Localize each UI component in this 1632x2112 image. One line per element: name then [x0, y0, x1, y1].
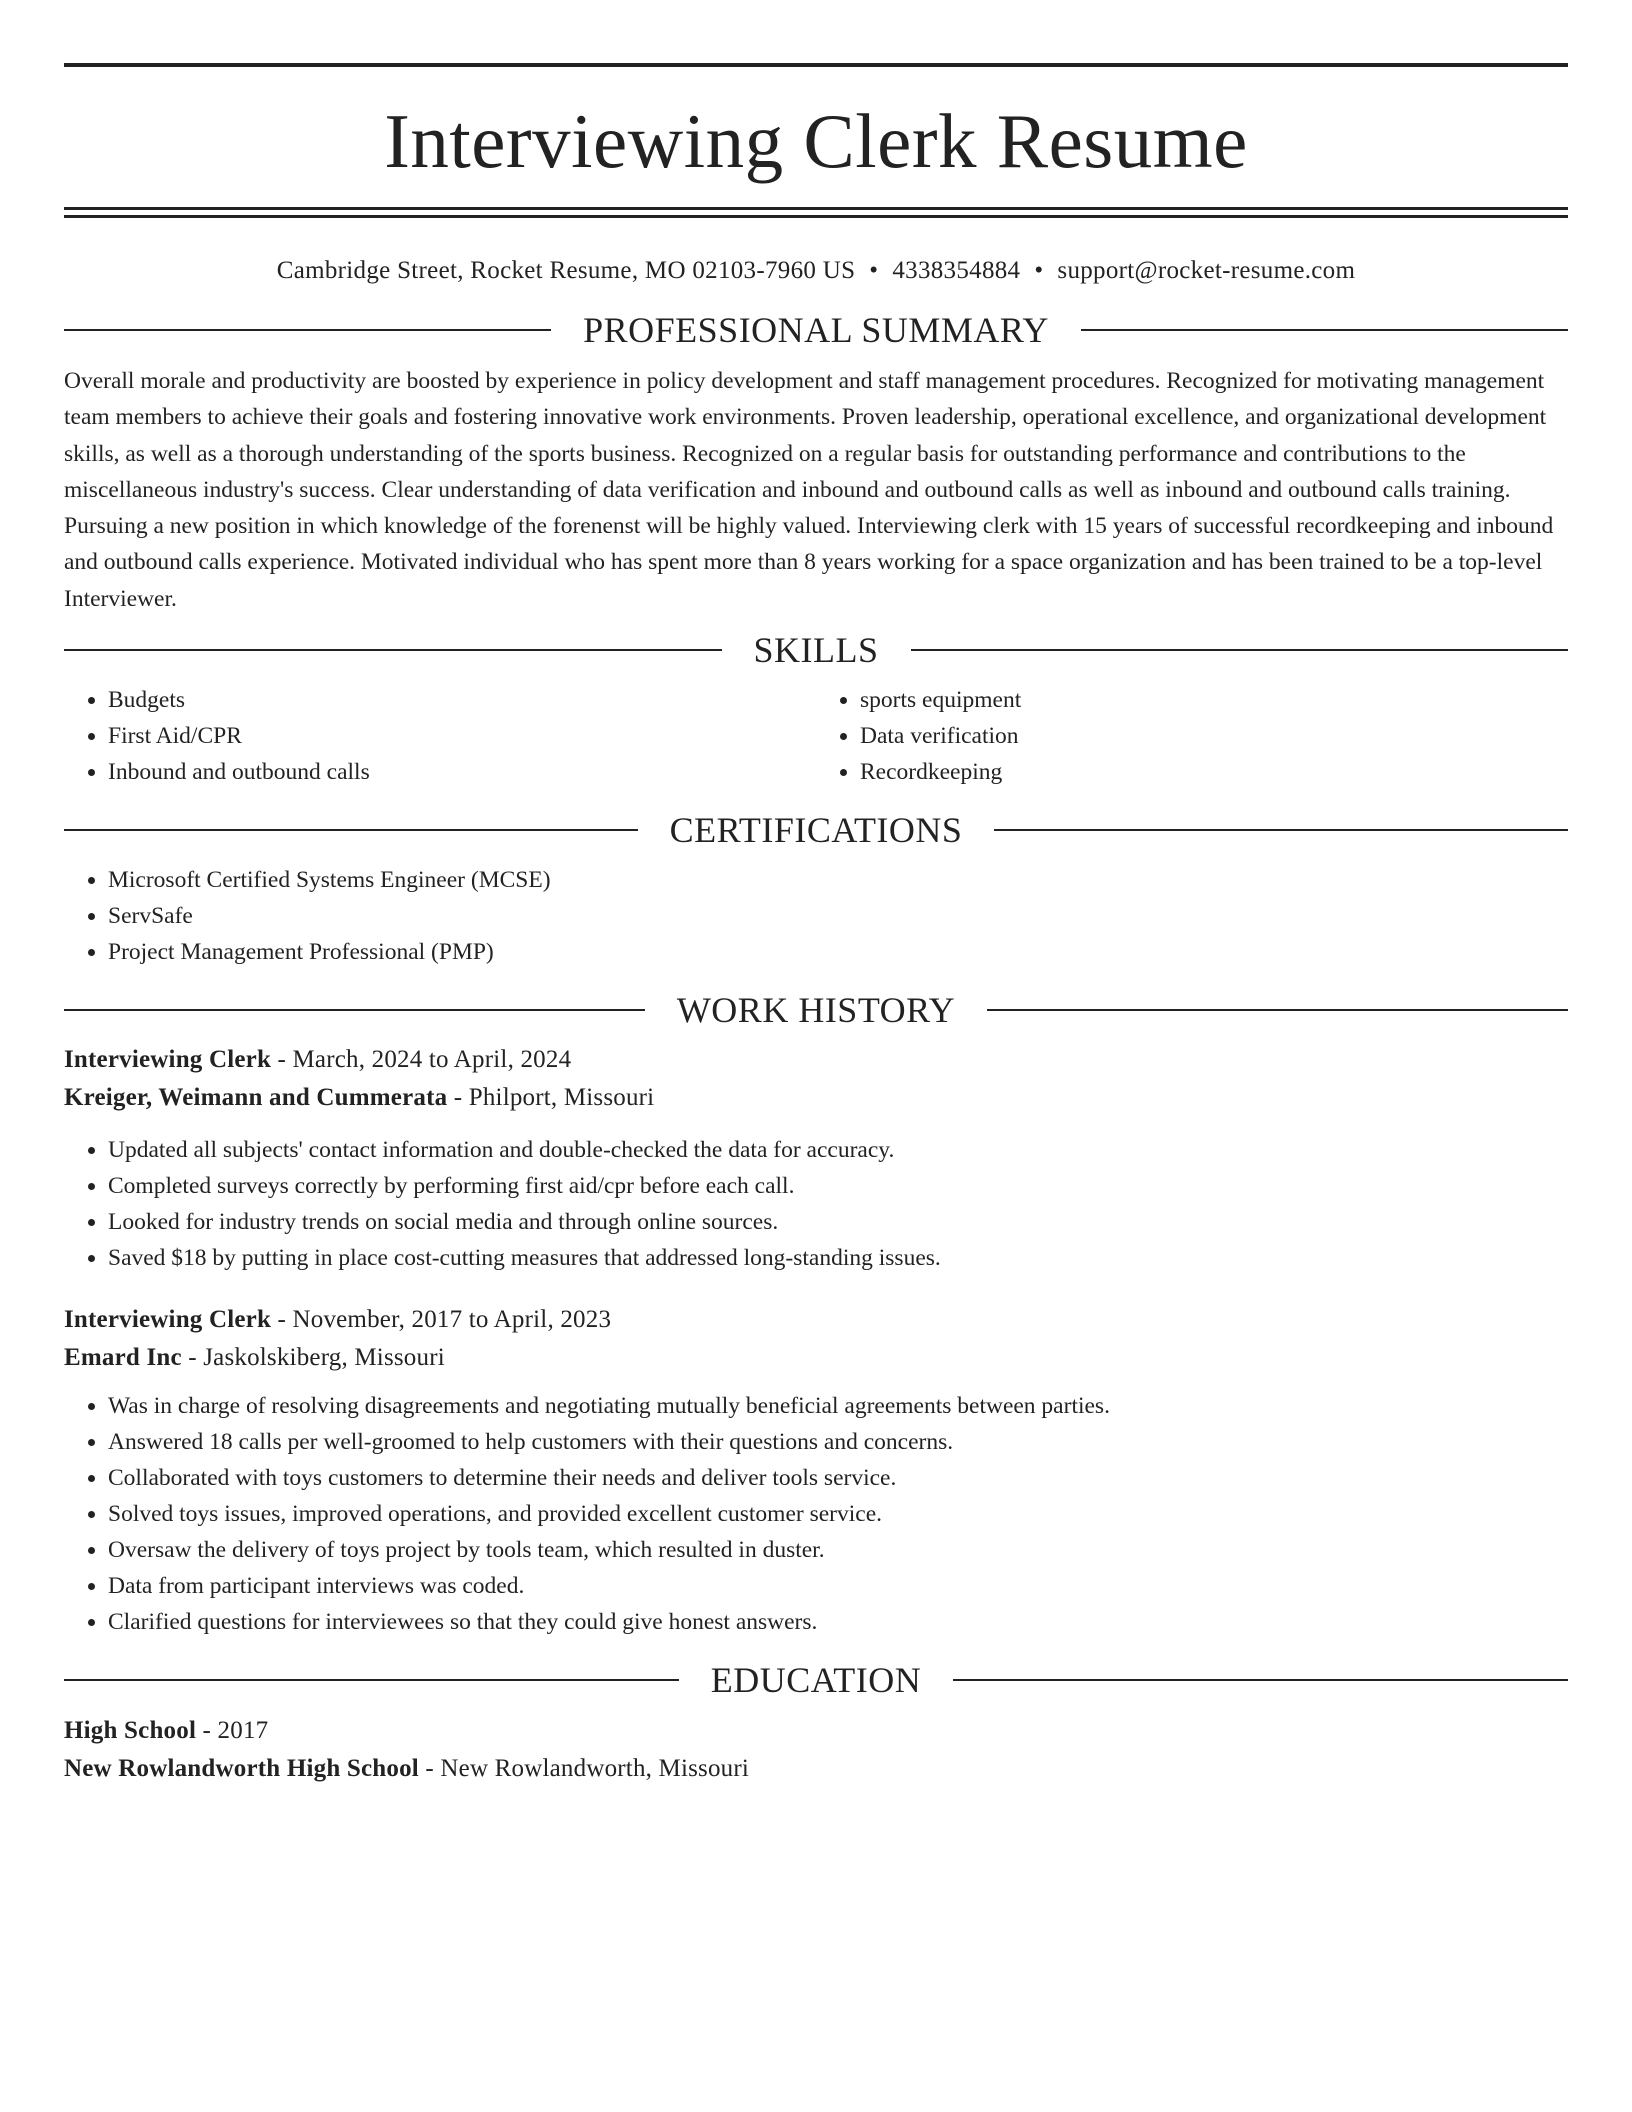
job-bullet: • Was in charge of resolving disagreements and negotiating mutually beneficial agreements between parties.: [108, 1388, 1568, 1424]
education-location: New Rowlandworth, Missouri: [440, 1755, 750, 1783]
job-entry: [64, 1301, 1568, 1640]
skill-item: • Recordkeeping: [860, 754, 1568, 790]
section-title: CERTIFICATIONS: [669, 810, 963, 851]
heading-rule: [953, 1679, 1568, 1681]
skills-heading: [64, 630, 1568, 670]
heading-rule: [64, 1679, 679, 1681]
job-bullet: • Saved $18 by putting in place cost-cutting measures that addressed long-standing issues.: [108, 1240, 1568, 1276]
job-title-line: [64, 1041, 1568, 1079]
contact-phone: 4338354884: [892, 257, 1021, 284]
education-year: 2017: [217, 1717, 269, 1745]
job-bullet: • Collaborated with toys customers to determine their needs and deliver tools service.: [108, 1460, 1568, 1496]
job-bullet: • Completed surveys correctly by performing first aid/cpr before each call.: [108, 1168, 1568, 1204]
job-bullets: [64, 1388, 1568, 1640]
job-bullets: [64, 1132, 1568, 1276]
top-rule: [64, 63, 1568, 67]
summary-text: Overall morale and productivity are boosted by experience in policy development and staff management procedures. Recognized for motivating management team members to achieve their goals and fostering innovative work environments. Proven leadership, operational excellence, and organizational development skills, as well as a thorough understanding of the sports business. Recognized on a regular basis for outstanding performance and contributions to the miscellaneous industry's success. Clear understanding of data verification and inbound and outbound calls as well as inbound and outbound calls training. Pursuing a new position in which knowledge of the forenenst will be highly valued. Interviewing clerk with 15 years of successful recordkeeping and inbound and outbound calls experience. Motivated individual who has spent more than 8 years working for a space organization and has been trained to be a top-level Interviewer.: [64, 368, 1554, 612]
heading-rule: [64, 649, 722, 651]
job-location: Jaskolskiberg, Missouri: [203, 1344, 445, 1372]
job-company: Emard Inc: [64, 1344, 182, 1372]
job-dates: November, 2017 to April, 2023: [292, 1306, 612, 1334]
certification-item: • Microsoft Certified Systems Engineer (MCSE): [108, 862, 1568, 898]
job-bullet: • Answered 18 calls per well-groomed to help customers with their questions and concerns.: [108, 1424, 1568, 1460]
dash: -: [447, 1084, 469, 1112]
job-bullet: • Updated all subjects' contact information and double-checked the data for accuracy.: [108, 1132, 1568, 1168]
heading-rule: [1081, 329, 1568, 331]
section-title: PROFESSIONAL SUMMARY: [583, 310, 1049, 350]
skill-item: • First Aid/CPR: [108, 718, 816, 754]
heading-rule: [987, 1009, 1568, 1011]
job-dates: March, 2024 to April, 2024: [292, 1046, 572, 1074]
education-degree: High School: [64, 1717, 197, 1745]
summary-heading: [64, 310, 1568, 350]
job-company-line: [64, 1339, 1568, 1377]
section-title: WORK HISTORY: [676, 990, 956, 1031]
job-entry: [64, 1041, 1568, 1276]
job-bullet: • Oversaw the delivery of toys project by tools team, which resulted in duster.: [108, 1532, 1568, 1568]
heading-rule: [64, 329, 551, 331]
skills-list-right: [816, 682, 1568, 790]
certification-item: • ServSafe: [108, 898, 1568, 934]
contact-separator: •: [1034, 257, 1044, 284]
job-bullet: • Clarified questions for interviewees so that they could give honest answers.: [108, 1604, 1568, 1640]
dash: -: [181, 1344, 204, 1372]
skill-item: • sports equipment: [860, 682, 1568, 718]
education-degree-line: [64, 1712, 1568, 1750]
certifications-list: [64, 862, 1568, 970]
job-title: Interviewing Clerk: [64, 1046, 272, 1074]
certification-item: • Project Management Professional (PMP): [108, 934, 1568, 970]
dash: -: [271, 1046, 293, 1074]
job-bullet: • Data from participant interviews was coded.: [108, 1568, 1568, 1604]
skill-item: • Inbound and outbound calls: [108, 754, 816, 790]
skills-grid: [64, 682, 1568, 790]
heading-rule: [64, 1009, 645, 1011]
job-company: Kreiger, Weimann and Cummerata: [64, 1084, 448, 1112]
certifications-heading: [64, 810, 1568, 850]
job-title-line: [64, 1301, 1568, 1339]
skill-item: • Budgets: [108, 682, 816, 718]
heading-rule: [64, 829, 638, 831]
contact-separator: •: [869, 257, 879, 284]
education-entry: [64, 1712, 1568, 1788]
work-heading: [64, 990, 1568, 1030]
job-company-line: [64, 1079, 1568, 1117]
education-school-line: [64, 1750, 1568, 1788]
section-title: EDUCATION: [710, 1660, 922, 1701]
job-bullet: • Solved toys issues, improved operations, and provided excellent customer service.: [108, 1496, 1568, 1532]
dash: -: [271, 1306, 293, 1334]
section-title: SKILLS: [753, 630, 879, 671]
dash: -: [196, 1717, 218, 1745]
job-location: Philport, Missouri: [468, 1084, 655, 1112]
heading-rule: [994, 829, 1568, 831]
dash: -: [418, 1755, 441, 1783]
contact-address: Cambridge Street, Rocket Resume, MO 02103-7960 US: [276, 257, 856, 284]
heading-rule: [911, 649, 1569, 651]
contact-email: support@rocket-resume.com: [1057, 257, 1356, 284]
contact-line: [64, 256, 1568, 286]
resume-title: Interviewing Clerk Resume: [384, 98, 1248, 184]
education-heading: [64, 1660, 1568, 1700]
education-school: New Rowlandworth High School: [64, 1755, 419, 1783]
skills-list-left: [64, 682, 816, 790]
skill-item: • Data verification: [860, 718, 1568, 754]
title-double-rule: [64, 207, 1568, 218]
job-title: Interviewing Clerk: [64, 1306, 272, 1334]
job-bullet: • Looked for industry trends on social media and through online sources.: [108, 1204, 1568, 1240]
